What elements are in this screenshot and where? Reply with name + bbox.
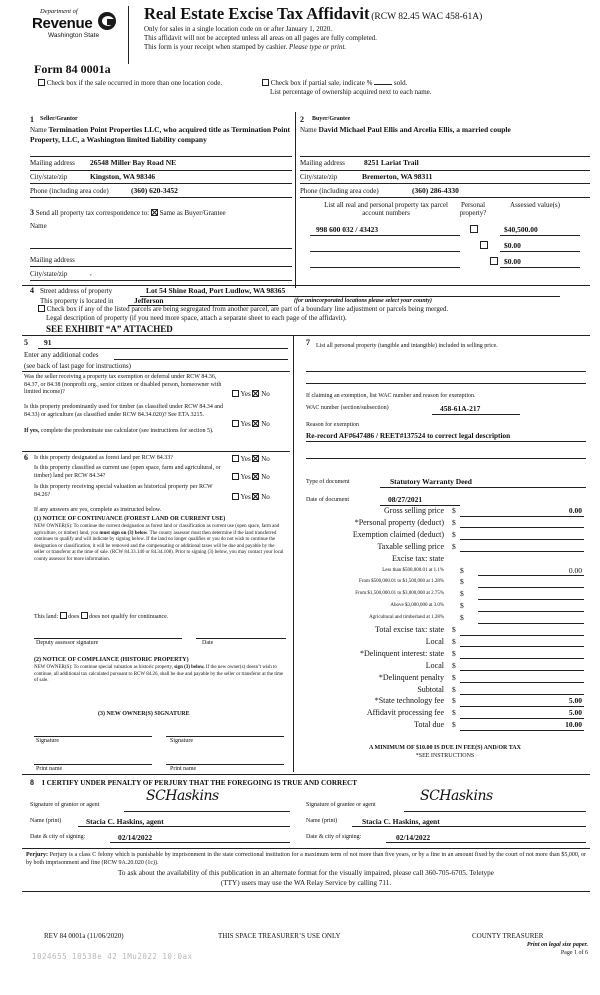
tax-row-label: Subtotal	[417, 684, 444, 694]
owner-print-2-label: Print name	[170, 766, 197, 772]
tax-row-underline	[460, 658, 584, 659]
personal-property-2-checkbox[interactable]	[480, 241, 488, 249]
tax-row-currency: $	[460, 589, 464, 599]
tax-row-currency: $	[452, 708, 456, 718]
perjury-body: Perjury is a class C felony which is punishable by imprisonment in the state correctional institution for a maximum term of not more than five years, or by a fine in an amount fixed by the court of not more than $5,000, or by both imprisonment and fine (RCW 9A.20.020 (1c)).	[26, 852, 587, 866]
s5-q2-answer[interactable]	[232, 420, 270, 428]
exemption-claim-label: If claiming an exemption, list WAC number and reason for exemption.	[306, 393, 476, 399]
personal-property-3-checkbox[interactable]	[490, 257, 498, 265]
tax-row-currency: $	[452, 541, 456, 551]
tax-row-underline	[478, 611, 584, 612]
segregated-checkbox[interactable]	[38, 305, 45, 312]
seller-name-value[interactable]: Termination Point Properties LLC, who acquired title as Termination Point Property, LLC, a Washington limited liability company	[30, 125, 291, 144]
form-number: Form 84 0001a	[34, 62, 111, 76]
logo-dept-state: Washington State	[48, 32, 100, 39]
notice-2-text	[34, 665, 284, 685]
tax-row-label: Less than $500,000.01 at 1.1%	[382, 567, 444, 573]
buyer-name-block	[300, 125, 590, 135]
tax-row-value[interactable]: 0.00	[568, 506, 582, 515]
logo-dept-small: Department of	[40, 8, 78, 15]
tax-row-underline	[460, 718, 584, 719]
tax-row-underline	[460, 694, 584, 695]
tax-row-label: Affidavit processing fee	[366, 708, 444, 718]
tax-row-underline	[460, 670, 584, 671]
grantee-sig-label: Signature of grantee or agent	[306, 802, 376, 808]
grantor-date-value[interactable]: 02/14/2022	[118, 833, 153, 842]
grantee-name-value[interactable]: Stacia C. Haskins, agent	[362, 817, 440, 826]
s5-q1-yes-checkbox[interactable]	[232, 390, 239, 397]
doc-date-label: Date of document	[306, 497, 349, 503]
notice-2-b: sign (3) below.	[174, 665, 205, 670]
seller-mailing-value[interactable]: 26548 Miller Bay Road NE	[90, 158, 177, 167]
partial-sale-list-note: List percentage of ownership acquired next to each name.	[270, 88, 432, 96]
section-3-city-label: City/state/zip	[30, 270, 68, 278]
s5-q2-yes-checkbox[interactable]	[232, 420, 239, 427]
s6-any-yes: If any answers are yes, complete as instructed below.	[34, 507, 162, 513]
tax-row-label: Total excise tax: state	[375, 625, 444, 634]
owner-signature-title: (3) NEW OWNER(S) SIGNATURE	[98, 711, 190, 717]
section-7-text: List all personal property (tangible and intangible) included in selling price.	[316, 343, 498, 349]
legal-paper-note: Print on legal size paper.	[526, 942, 588, 948]
seller-phone-value[interactable]: (360) 620-3452	[131, 186, 178, 195]
tax-row-label: Gross selling price	[384, 506, 444, 515]
s5-q1-answer[interactable]	[232, 390, 270, 398]
partial-sale-label: Check box if partial sale, indicate %	[270, 79, 373, 87]
partial-sale-check[interactable]	[262, 79, 407, 87]
partial-sale-checkbox[interactable]	[262, 79, 269, 86]
assessed-value-2[interactable]: $0.00	[504, 241, 521, 250]
notice-1-a: NEW OWNER(S): To continue the current designation as forest land or classification as current use (open space, farm and agriculture, or timber) land, you	[34, 524, 280, 536]
county-treasurer-label: COUNTY TREASURER	[472, 932, 544, 940]
perjury-label: Perjury:	[26, 852, 48, 858]
buyer-phone-label: Phone (including area code)	[300, 187, 379, 195]
s6-q1: Is this property designated as forest land per RCW 84.33?	[34, 455, 173, 461]
grantee-name-label: Name (print)	[306, 818, 338, 824]
s6-q1-answer[interactable]	[232, 455, 270, 463]
buyer-mailing-value[interactable]: 8251 Lariat Trail	[364, 158, 419, 167]
tax-row-underline	[478, 587, 584, 588]
logo-swirl-icon	[98, 12, 116, 30]
section-7-number: 7	[306, 338, 310, 347]
s5-if-yes	[24, 428, 234, 436]
grantee-date-value[interactable]: 02/14/2022	[396, 833, 431, 842]
tax-row-currency: $	[452, 720, 456, 730]
yes-label: Yes	[240, 420, 251, 428]
exhibit-a-text: SEE EXHIBIT “A” ATTACHED	[46, 324, 173, 334]
grantor-signature[interactable]: SCHaskins	[146, 788, 219, 804]
partial-sale-sold: sold.	[393, 79, 408, 87]
section-3-text: Send all property tax correspondence to:	[35, 209, 150, 217]
additional-codes-label: Enter any additional codes	[24, 351, 99, 359]
tax-row-label: Total due	[414, 720, 444, 730]
section-3-row	[30, 208, 226, 217]
seller-heading: Seller/Grantor	[40, 116, 78, 122]
tax-row-label: From $1,500,000.01 to $3,000,000 at 2.75%	[355, 591, 444, 597]
cashier-stamp: 1024655 10538e 42 1Mu2022 10:0ax	[32, 952, 193, 961]
treasurer-space-note: THIS SPACE TREASURER’S USE ONLY	[218, 932, 341, 940]
tax-row-label: Local	[425, 660, 444, 670]
tax-row-label: Exemption claimed (deduct)	[352, 529, 444, 539]
additional-codes-note: (see back of last page for instructions)	[24, 362, 131, 370]
personal-property-col-header: Personal property?	[459, 201, 487, 217]
tax-row-currency: $	[452, 696, 456, 706]
section-3-mailing-label: Mailing address	[30, 256, 75, 264]
yes-label: Yes	[240, 493, 251, 501]
yes-label: Yes	[240, 473, 251, 481]
tax-row-currency: $	[452, 636, 456, 646]
assessed-value-1[interactable]: $40,500.00	[504, 225, 538, 234]
yes-label: Yes	[240, 390, 251, 398]
notice-1-text	[34, 524, 284, 564]
alternate-format-line-1: To ask about the availability of this publication in an alternate format for the visually impaired, please call 360-705-6705. Teletype	[118, 869, 494, 877]
section-5-number: 5	[24, 338, 28, 347]
s6-q2-answer[interactable]	[232, 473, 270, 481]
land-does-label: does	[68, 614, 80, 620]
buyer-heading: Buyer/Grantee	[312, 116, 351, 122]
buyer-name-value[interactable]: David Michael Paul Ellis and Arcelia Ellis, a married couple	[318, 125, 511, 134]
no-label: No	[261, 473, 270, 481]
buyer-city-value[interactable]: Bremerton, WA 98311	[362, 172, 433, 181]
buyer-mailing-label: Mailing address	[300, 159, 345, 167]
s6-q2-no-checkbox[interactable]	[252, 473, 259, 480]
s6-q3-answer[interactable]	[232, 493, 270, 501]
s5-q1-no-checkbox[interactable]	[252, 390, 259, 397]
located-in-label: This property is located in	[40, 297, 114, 305]
tax-row-underline	[460, 527, 584, 528]
notice-2-a: NEW OWNER(S): To continue special valuation as historic property,	[34, 665, 173, 670]
doc-type-value[interactable]: Statutory Warranty Deed	[390, 477, 472, 486]
revision-code: REV 84 0001a (11/06/2020)	[44, 932, 124, 940]
land-does-not-label: does not qualify for continuance.	[89, 614, 169, 620]
notice-1-c: . The county assessor must then determine if the land transferred continues to qualify and will indicate by signing below. If the land no longer qualifies or you do not wish to continue the designation or classification, it will be removed and the compensating or additional taxes will be due and payable by the seller or transferor at the time of sale. (RCW 84.33.140 or 84.34.108). Prior to signing (3) below, you may contact your local county assessor for more information.	[34, 530, 284, 562]
multi-location-check[interactable]	[38, 79, 222, 87]
tax-row-underline	[478, 599, 584, 600]
property-address[interactable]: Lot 54 Shine Road, Port Ludlow, WA 98365	[146, 286, 286, 295]
segregated-label: Check box if any of the listed parcels are being segregated from another parcel, are part of a boundary line adjustment or parcels being merged.	[46, 305, 449, 313]
s5-if-yes-bold: If yes,	[24, 428, 40, 434]
header-note-2: This affidavit will not be accepted unless all areas on all pages are fully completed.	[144, 34, 377, 42]
s6-q2: Is this property classified as current use (open space, farm and agricultural, or timber) land per RCW 84.34?	[34, 465, 221, 479]
owner-sig-2-label: Signature	[170, 738, 193, 744]
perjury-text	[26, 851, 586, 867]
tax-row-label: *Delinquent penalty	[378, 672, 444, 682]
tax-row-currency: $	[460, 577, 464, 587]
tax-row-underline	[460, 682, 584, 683]
tax-row-currency: $	[452, 684, 456, 694]
section-1-number: 1	[30, 115, 34, 124]
reason-value[interactable]: Re-record AF#647486 / REET#137524 to correct legal description	[306, 431, 511, 440]
tax-row-value[interactable]: 10.00	[565, 720, 582, 730]
buyer-city-label: City/state/zip	[300, 173, 338, 181]
notice-1-title: (1) NOTICE OF CONTINUANCE (FOREST LAND OR CURRENT USE)	[34, 516, 226, 522]
tax-row-label: Local	[425, 636, 444, 646]
assessed-value-3[interactable]: $0.00	[504, 257, 521, 266]
land-label: This land:	[34, 614, 59, 620]
seller-name-block	[30, 125, 292, 145]
located-in-value[interactable]: Jefferson	[134, 296, 164, 305]
multi-location-checkbox[interactable]	[38, 79, 45, 86]
tax-row-currency: $	[452, 625, 456, 634]
notice-2-title: (2) NOTICE OF COMPLIANCE (HISTORIC PROPERTY)	[34, 657, 189, 663]
tax-row-label: *Delinquent interest: state	[360, 648, 444, 658]
grantor-name-label: Name (print)	[30, 818, 62, 824]
see-instructions-note: *SEE INSTRUCTIONS	[415, 753, 475, 759]
seller-city-label: City/state/zip	[30, 173, 68, 181]
dor-logo	[32, 8, 124, 52]
page-number: Page 1 of 6	[560, 950, 588, 956]
s5-q1: Was the seller receiving a property tax exemption or deferral under RCW 84.36, 84.37, or 84.38 (nonprofit org., senior citizen or disabled person, homeowner with limited income)?	[24, 374, 222, 395]
tax-row-label: Agricultural and timberland at 1.28%	[369, 615, 444, 621]
segregated-check[interactable]	[38, 305, 448, 313]
alternate-format-line-2: (TTY) users may use the WA Relay Service by calling 711.	[220, 879, 392, 887]
no-label: No	[261, 420, 270, 428]
s6-q3-yes-checkbox[interactable]	[232, 493, 239, 500]
tax-row-currency: $	[452, 506, 456, 515]
s6-q3-no-checkbox[interactable]	[252, 493, 259, 500]
tax-row-currency: $	[452, 660, 456, 670]
grantee-signature[interactable]: SCHaskins	[420, 788, 493, 804]
tax-row-underline	[460, 539, 584, 540]
section-8-number: 8	[30, 778, 34, 787]
same-as-buyer-label: Same as Buyer/Grantee	[159, 209, 226, 217]
no-label: No	[261, 390, 270, 398]
owner-print-1-label: Print name	[36, 766, 63, 772]
wac-number[interactable]: 458-61A-217	[440, 404, 481, 413]
tax-row-underline	[478, 623, 584, 624]
wac-label: WAC number (section/subsection)	[306, 405, 389, 411]
tax-row-underline	[460, 551, 584, 552]
s5-q2-no-checkbox[interactable]	[252, 420, 259, 427]
notice-1-b: must sign on (3) below	[99, 530, 148, 536]
header-note-3a: This form is your receipt when stamped by cashier.	[144, 43, 288, 51]
tax-row-currency: $	[452, 672, 456, 682]
tax-row-currency: $	[452, 648, 456, 658]
same-as-buyer-checkbox[interactable]	[151, 209, 158, 216]
tax-row-label: Excise tax: state	[392, 553, 444, 563]
tax-row-currency: $	[452, 529, 456, 539]
tax-row-label: Taxable selling price	[377, 541, 444, 551]
section-3-city-value: ,	[90, 269, 92, 277]
header-note-3	[144, 43, 346, 51]
owner-sig-1-label: Signature	[36, 738, 59, 744]
assessed-value-col-header: Assessed value(s)	[510, 201, 560, 209]
section-3-name-label: Name	[30, 222, 47, 230]
tax-row-currency: $	[452, 517, 456, 527]
no-label: No	[261, 493, 270, 501]
parcel-1[interactable]: 998 600 032 / 43423	[316, 225, 379, 234]
doc-type-label: Type of document	[306, 479, 350, 485]
personal-property-1-checkbox[interactable]	[470, 225, 478, 233]
multi-location-label: Check box if the sale occurred in more than one location code.	[46, 79, 223, 87]
seller-phone-label: Phone (including area code)	[30, 187, 109, 195]
form-title-row	[144, 4, 482, 24]
tax-row-value[interactable]: 5.00	[568, 696, 582, 706]
s6-q1-yes-checkbox[interactable]	[232, 455, 239, 462]
parcel-col-header: List all real and personal property tax parcel account numbers	[324, 201, 448, 217]
section-3-number: 3	[30, 208, 34, 217]
buyer-name-label: Name	[300, 126, 317, 134]
s5-q2: Is this property predominantly used for timber (as classified under RCW 84.34 and 84.33) or agriculture (as classified under RCW 84.34.020)? See ETA 3215.	[24, 404, 224, 418]
grantor-date-label: Date & city of signing:	[30, 834, 86, 840]
grantor-name-value[interactable]: Stacia C. Haskins, agent	[86, 817, 164, 826]
tax-row-value[interactable]: 0.00	[568, 565, 582, 575]
tax-row-underline	[478, 575, 584, 576]
form-title: Real Estate Excise Tax Affidavit	[144, 4, 370, 23]
doc-date-value[interactable]: 08/27/2021	[388, 495, 423, 504]
s6-q3: Is this property receiving special valuation as historical property per RCW 84.26?	[34, 484, 213, 498]
land-qualify-row	[34, 612, 168, 620]
notice-2-c: If the new owner(s) doesn’t wish to continue, all additional tax calculated pursuant to RCW 84.26, shall be due and payable by the seller or transferor at the time of sale.	[34, 665, 284, 684]
tax-row-label: From $500,000.01 to $1,500,000 at 1.28%	[359, 579, 444, 585]
minimum-due-note: A MINIMUM OF $10.00 IS DUE IN FEE(S) AND/OR TAX	[369, 745, 521, 751]
logo-dept-name: Revenue	[32, 15, 93, 32]
tax-row-underline	[460, 730, 584, 731]
section-4-number: 4	[30, 286, 34, 295]
seller-mailing-label: Mailing address	[30, 159, 75, 167]
seller-city-value[interactable]: Kingston, WA 98346	[90, 172, 156, 181]
tax-row-underline	[460, 516, 584, 517]
yes-label: Yes	[240, 455, 251, 463]
land-does-checkbox[interactable]	[60, 612, 67, 619]
section-8-title: I CERTIFY UNDER PENALTY OF PERJURY THAT THE FOREGOING IS TRUE AND CORRECT	[42, 779, 357, 787]
section-2-number: 2	[300, 115, 304, 124]
s5-if-yes-text: complete the predominate use calculator (see instructions for section 5).	[40, 428, 214, 434]
grantee-date-label: Date & city of signing:	[306, 834, 362, 840]
header-note-3b: Please type or print.	[289, 43, 347, 51]
seller-name-label: Name	[30, 126, 47, 134]
grantor-sig-label: Signature of grantor or agent	[30, 802, 100, 808]
tax-row-label: *Personal property (deduct)	[354, 517, 444, 527]
located-in-note: (for unincorporated locations please select your county)	[294, 298, 432, 304]
form-citation: (RCW 82.45 WAC 458-61A)	[371, 12, 483, 22]
tax-row-label: Above $3,000,000 at 3.0%	[390, 603, 444, 609]
no-label: No	[261, 455, 270, 463]
location-code[interactable]: 91	[44, 338, 52, 347]
legal-description-label: Legal description of property (if you need more space, attach a separate sheet to each page of the affidavit).	[46, 314, 347, 322]
tax-row-value[interactable]: 5.00	[568, 708, 582, 718]
tax-row-currency: $	[460, 565, 464, 575]
tax-row-currency: $	[460, 613, 464, 623]
tax-row-currency: $	[460, 601, 464, 611]
header-note-1: Only for sales in a single location code on or after January 1, 2020.	[144, 25, 332, 33]
buyer-phone-value[interactable]: (360) 286-4330	[412, 186, 459, 195]
section-4-label: Street address of property	[40, 287, 113, 295]
s6-q1-no-checkbox[interactable]	[252, 455, 259, 462]
s6-q2-yes-checkbox[interactable]	[232, 473, 239, 480]
tax-row-label: *State technology fee	[374, 696, 444, 706]
reason-label: Reason for exemption	[306, 422, 359, 428]
tax-row-underline	[460, 646, 584, 647]
deputy-date-label: Date	[202, 640, 214, 646]
section-6-number: 6	[24, 453, 28, 462]
tax-row-underline	[460, 635, 584, 636]
tax-row-underline	[460, 706, 584, 707]
land-does-not-checkbox[interactable]	[81, 612, 88, 619]
deputy-signature-label: Deputy assessor signature	[36, 640, 99, 646]
